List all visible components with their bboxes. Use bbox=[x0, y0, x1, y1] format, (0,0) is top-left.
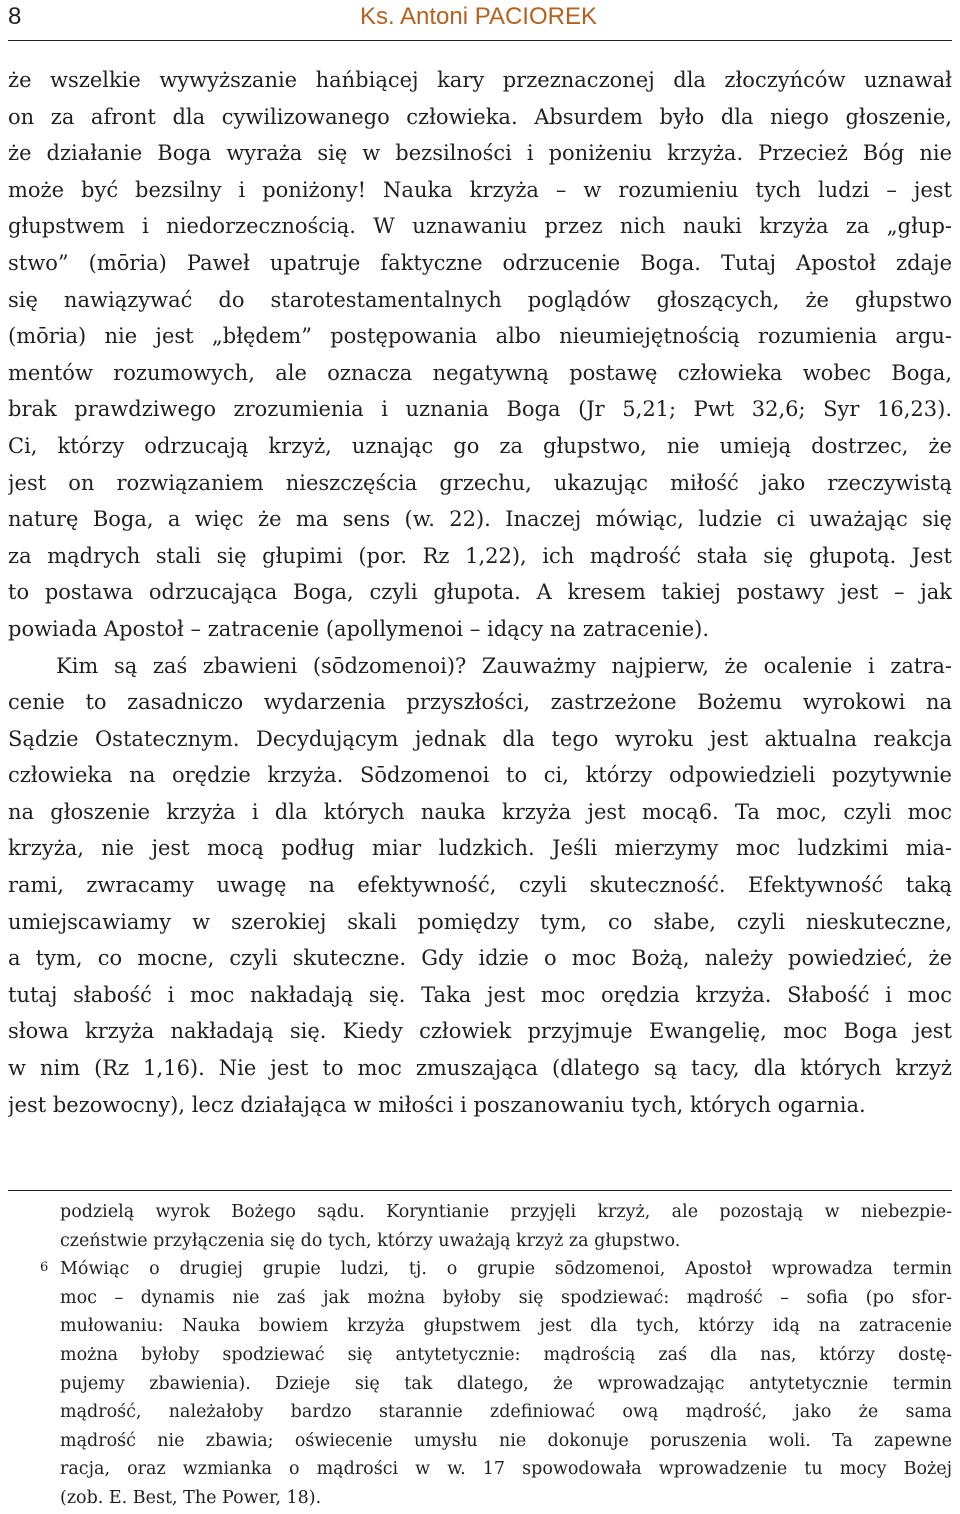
text-line: słowa krzyża nakładają się. Kiedy człowiek przyjmuje Ewangelię, moc Boga jest bbox=[8, 1019, 952, 1044]
footnotes bbox=[60, 1198, 952, 1513]
footnote-line: mułowaniu: Nauka bowiem krzyża głupstwem jest dla tych, którzy idą na zatracenie bbox=[60, 1316, 952, 1337]
text-line: na głoszenie krzyża i dla których nauka krzyża jest mocą6. Ta moc, czyli moc bbox=[8, 799, 952, 824]
text-line: że wszelkie wywyższanie hańbiącej kary przeznaczonej dla złoczyńców uznawał bbox=[8, 68, 952, 92]
footnote-line: mądrość, należałoby bardzo starannie zdefiniować ową mądrość, jako że sama bbox=[60, 1402, 952, 1423]
footnote-line: pujemy zbawienia). Dzieje się tak dlatego, że wprowadzając antytetycznie termin bbox=[60, 1373, 952, 1394]
text-line: naturę Boga, a więc że ma sens (w. 22). Inaczej mówiąc, ludzie ci uważając się bbox=[8, 507, 952, 532]
text-line: tutaj słabość i moc nakładają się. Taka jest moc orędzia krzyża. Słabość i moc bbox=[8, 982, 952, 1007]
text-line: że działanie Boga wyraża się w bezsilności i poniżeniu krzyża. Przecież Bóg nie bbox=[8, 141, 952, 166]
text-line: Sądzie Ostatecznym. Decydującym jednak dla tego wyroku jest aktualna reakcja bbox=[8, 726, 952, 751]
text-line: mentów rozumowych, ale oznacza negatywną postawę człowieka wobec Boga, bbox=[8, 360, 952, 385]
text-line: powiada Apostoł – zatracenie (apollymenoi – idący na zatracenie). bbox=[8, 616, 709, 641]
text-line: rami, zwracamy uwagę na efektywność, czyli skuteczność. Efektywność taką bbox=[8, 873, 952, 898]
page-header bbox=[8, 0, 952, 41]
text-line: cenie to zasadniczo wydarzenia przyszłości, zastrzeżone Bożemu wyrokowi na bbox=[8, 690, 952, 715]
text-line: on za afront dla cywilizowanego człowieka. Absurdem było dla niego głoszenie, bbox=[8, 104, 952, 129]
footnote-divider bbox=[8, 1190, 952, 1191]
footnote-line: racja, oraz wzmianka o mądrości w w. 17 spowodowała wprowadzenie tu mocy Bożej bbox=[60, 1459, 952, 1480]
footnote-line: (zob. E. Best, The Power, 18). bbox=[60, 1487, 322, 1508]
footnote-line: mądrość nie zbawia; oświecenie umysłu nie dokonuje poruszenia woli. Ta zapewne bbox=[60, 1430, 952, 1451]
text-line: jest bezowocny), lecz działająca w miłości i poszanowaniu tych, których ogarnia. bbox=[8, 1092, 866, 1117]
footnote-line: moc – dynamis nie zaś jak można byłoby się spodziewać: mądrość – sofia (po sfor- bbox=[60, 1287, 952, 1308]
text-line: umiejscawiamy w szerokiej skali pomiędzy tym, co słabe, czyli nieskuteczne, bbox=[8, 909, 952, 934]
text-line: to postawa odrzucająca Boga, czyli głupota. A kresem takiej postawy jest – jak bbox=[8, 580, 952, 605]
footnote-marker: 6 bbox=[40, 1260, 49, 1275]
text-line: się nawiązywać do starotestamentalnych poglądów głoszących, że głupstwo bbox=[8, 287, 952, 312]
running-head: Ks. Antoni PACIOREK bbox=[360, 3, 597, 30]
text-line: brak prawdziwego zrozumienia i uznania Boga (Jr 5,21; Pwt 32,6; Syr 16,23). bbox=[8, 397, 952, 422]
footnote-line: można byłoby spodziewać się antytetycznie: mądrością zaś dla nas, którzy dostę- bbox=[60, 1344, 952, 1365]
text-line: może być bezsilny i poniżony! Nauka krzyża – w rozumieniu tych ludzi – jest bbox=[8, 177, 952, 202]
text-line: za mądrych stali się głupimi (por. Rz 1,22), ich mądrość stała się głupotą. Jest bbox=[8, 543, 952, 568]
text-line: krzyża, nie jest mocą podług miar ludzkich. Jeśli mierzymy moc ludzkimi mia- bbox=[8, 836, 952, 861]
text-line: głupstwem i niedorzecznością. W uznawaniu przez nich nauki krzyża za „głup- bbox=[8, 214, 952, 239]
text-line: (mōria) nie jest „błędem” postępowania albo nieumiejętnością rozumienia argu- bbox=[8, 324, 952, 349]
text-line: człowieka na orędzie krzyża. Sōdzomenoi to ci, którzy odpowiedzieli pozytywnie bbox=[8, 763, 952, 788]
text-line: Ci, którzy odrzucają krzyż, uznając go za głupstwo, nie umieją dostrzec, że bbox=[8, 433, 952, 458]
page-number: 8 bbox=[8, 3, 22, 30]
text-line: jest on rozwiązaniem nieszczęścia grzechu, ukazując miłość jako rzeczywistą bbox=[8, 470, 952, 495]
text-line: Kim są zaś zbawieni (sōdzomenoi)? Zauważmy najpierw, że ocalenie i zatra- bbox=[56, 653, 952, 678]
footnote-line: czeństwie przyłączenia się do tych, którzy uważają krzyż za głupstwo. bbox=[60, 1230, 681, 1251]
main-text bbox=[8, 62, 952, 1123]
text-line: w nim (Rz 1,16). Nie jest to moc zmuszająca (dlatego są tacy, dla których krzyż bbox=[8, 1056, 952, 1081]
text-line: stwo” (mōria) Paweł upatruje faktyczne odrzucenie Boga. Tutaj Apostoł zdaje bbox=[8, 250, 952, 275]
text-line: a tym, co mocne, czyli skuteczne. Gdy idzie o moc Bożą, należy powiedzieć, że bbox=[8, 946, 952, 971]
footnote-line: podzielą wyrok Bożego sądu. Koryntianie przyjęli krzyż, ale pozostają w niebezpie- bbox=[60, 1202, 952, 1222]
footnote-line: Mówiąc o drugiej grupie ludzi, tj. o grupie sōdzomenoi, Apostoł wprowadza termin bbox=[60, 1259, 952, 1280]
